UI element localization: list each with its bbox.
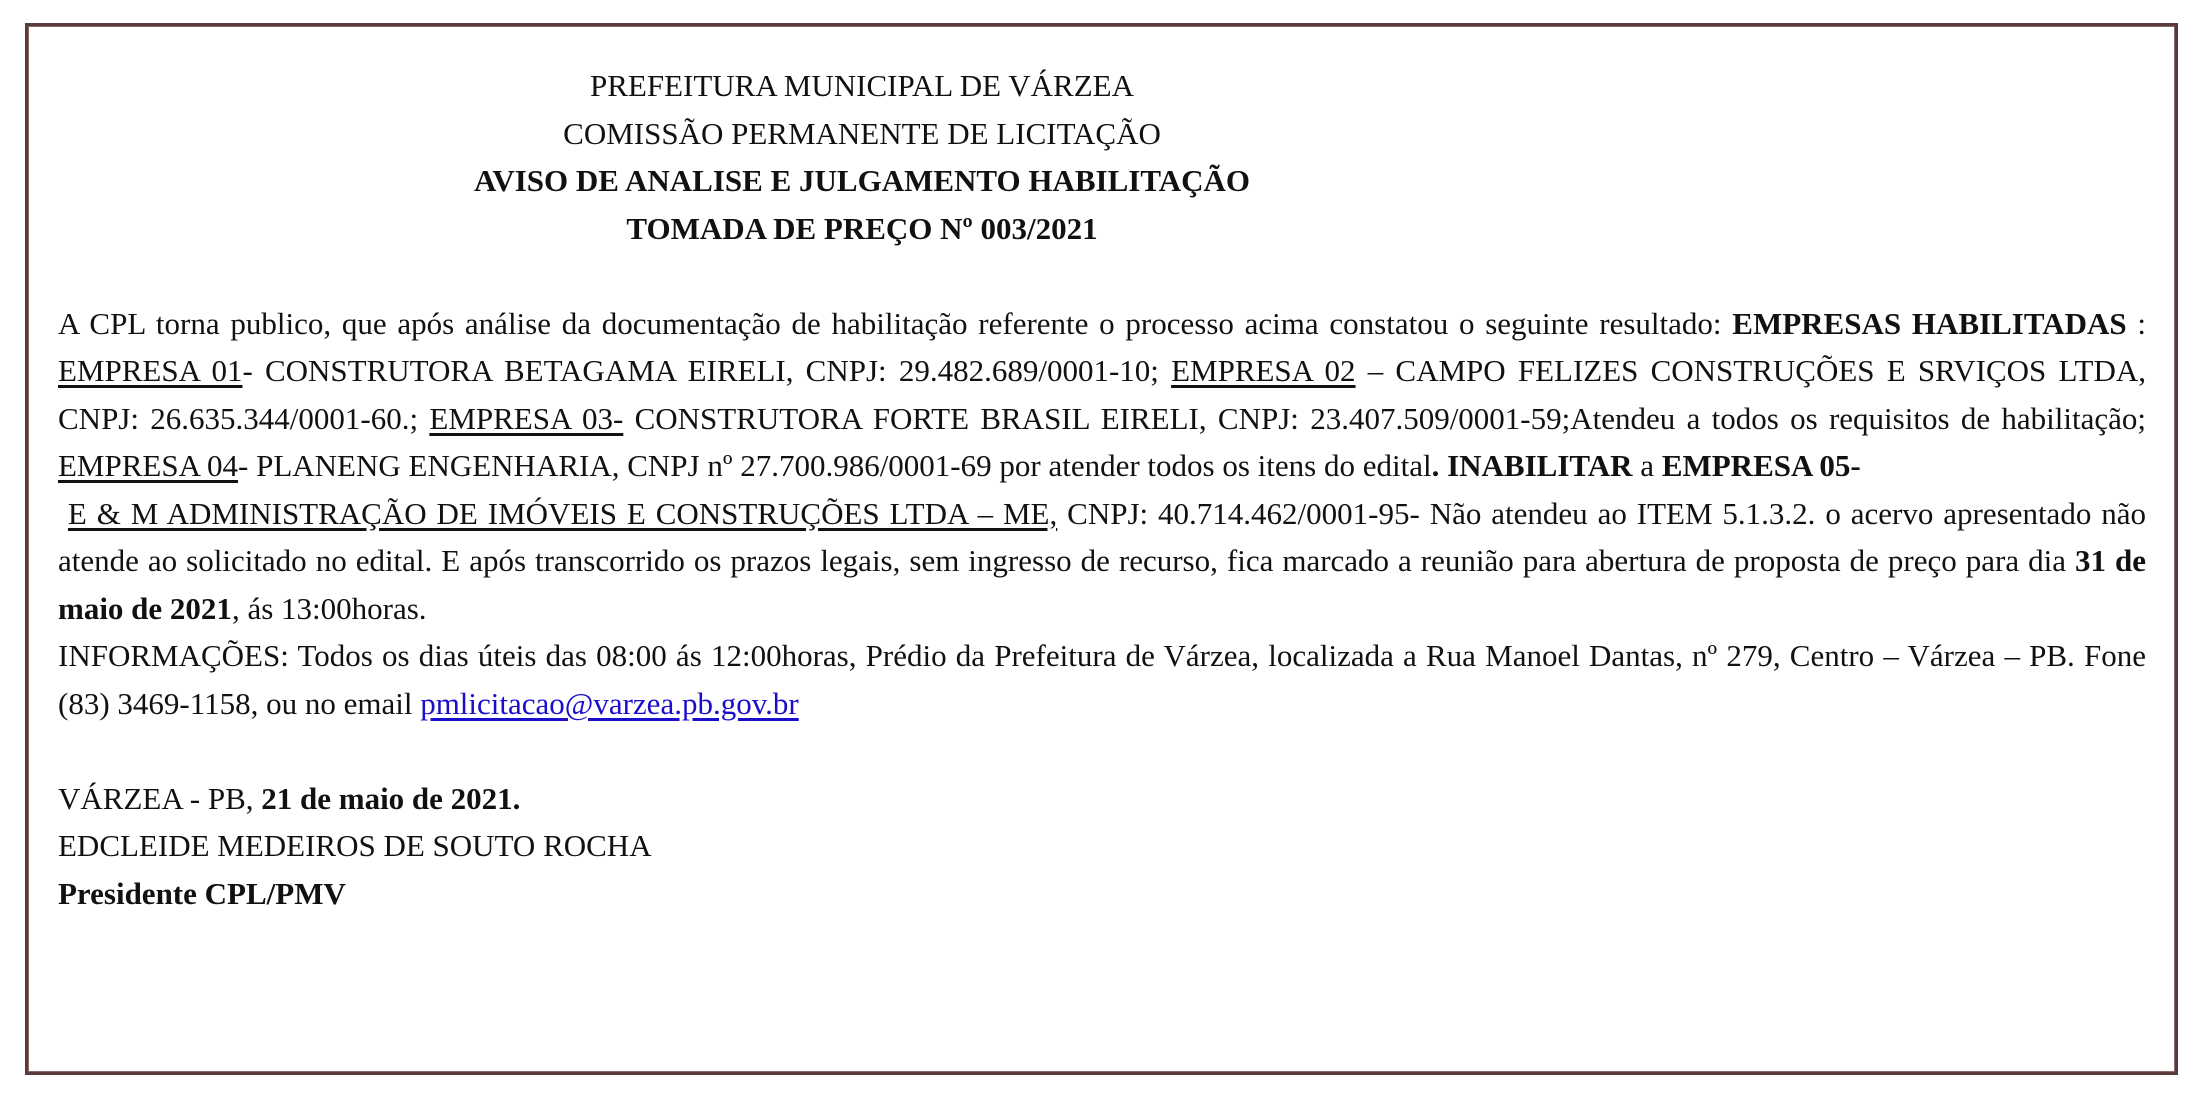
info-paragraph <box>58 632 2146 727</box>
header-tender-number: TOMADA DE PREÇO Nº 003/2021 <box>626 210 1098 246</box>
empresa-01-label: EMPRESA 01 <box>58 353 243 388</box>
empresa-02-label: EMPRESA 02 <box>1171 353 1356 388</box>
spacer <box>58 252 2146 300</box>
empresa-03-label: EMPRESA 03- <box>429 400 624 436</box>
empresa-02-text: – CAMPO FELIZES CONSTRUÇÕES E SRVIÇOS LTDA, CNPJ: 26.635.344/0001-60.; <box>58 353 2146 436</box>
signature-role: Presidente CPL/PMV <box>58 875 346 911</box>
signature-date: 21 de maio de 2021. <box>261 780 521 816</box>
inabilitada-paragraph <box>58 490 2146 633</box>
signature-place: VÁRZEA - PB, <box>58 780 262 816</box>
inabilitar-label: . INABILITAR <box>1431 448 1633 483</box>
email-link[interactable]: pmlicitacao@varzea.pb.gov.br <box>420 685 799 721</box>
result-paragraph <box>58 300 2146 490</box>
info-text: INFORMAÇÕES: Todos os dias úteis das 08:00 ás 12:00horas, Prédio da Prefeitura de Várzea, localizada a Rua Manoel Dantas, nº 279, Centro – Várzea – PB. Fone (83) 3469-1158, ou no email <box>58 638 2146 721</box>
notice-header <box>98 62 1626 252</box>
empresa-04-label: EMPRESA 04 <box>58 448 239 483</box>
separator: : <box>2126 305 2146 341</box>
proposal-time: , ás 13:00horas. <box>231 590 427 626</box>
signature-place-date <box>58 775 2146 823</box>
header-municipality: PREFEITURA MUNICIPAL DE VÁRZEA <box>590 68 1134 103</box>
notice-document <box>58 62 2146 917</box>
spacer <box>58 727 2146 775</box>
habilitadas-label: EMPRESAS HABILITADAS <box>1732 305 2127 341</box>
signature-name: EDCLEIDE MEDEIROS DE SOUTO ROCHA <box>58 828 652 863</box>
empresa-03-text: CONSTRUTORA FORTE BRASIL EIRELI, CNPJ: 23.407.509/0001-59;Atendeu a todos os requisitos de habilitação; <box>623 400 2146 436</box>
header-commission: COMISSÃO PERMANENTE DE LICITAÇÃO <box>563 115 1161 151</box>
signature-block <box>58 775 2146 918</box>
inabilitada-text: CNPJ: 40.714.462/0001-95- Não atendeu ao ITEM 5.1.3.2. o acervo apresentado não atende ao solicitado no edital. E após transcorrido os prazos legais, sem ingresso de recurso, fica marcado a reunião para abertura de proposta de preço para dia <box>58 495 2146 578</box>
empresa-05-name: E & M ADMINISTRAÇÃO DE IMÓVEIS E CONSTRUÇÕES LTDA – ME, <box>67 495 1058 531</box>
proposal-date: 31 de maio de 2021 <box>58 543 2147 626</box>
intro-text: A CPL torna publico, que após análise da documentação de habilitação referente o processo acima constatou o seguinte resultado: <box>58 305 1733 341</box>
empresa-01-text: - CONSTRUTORA BETAGAMA EIRELI, CNPJ: 29.482.689/0001-10; <box>242 353 1172 388</box>
header-notice-title: AVISO DE ANALISE E JULGAMENTO HABILITAÇÃO <box>473 163 1251 198</box>
empresa-05-label: EMPRESA 05- <box>1661 448 1861 483</box>
empresa-04-text: - PLANENG ENGENHARIA, CNPJ nº 27.700.986/0001-69 por atender todos os itens do edital <box>238 448 1432 483</box>
a-text: a <box>1632 448 1662 483</box>
